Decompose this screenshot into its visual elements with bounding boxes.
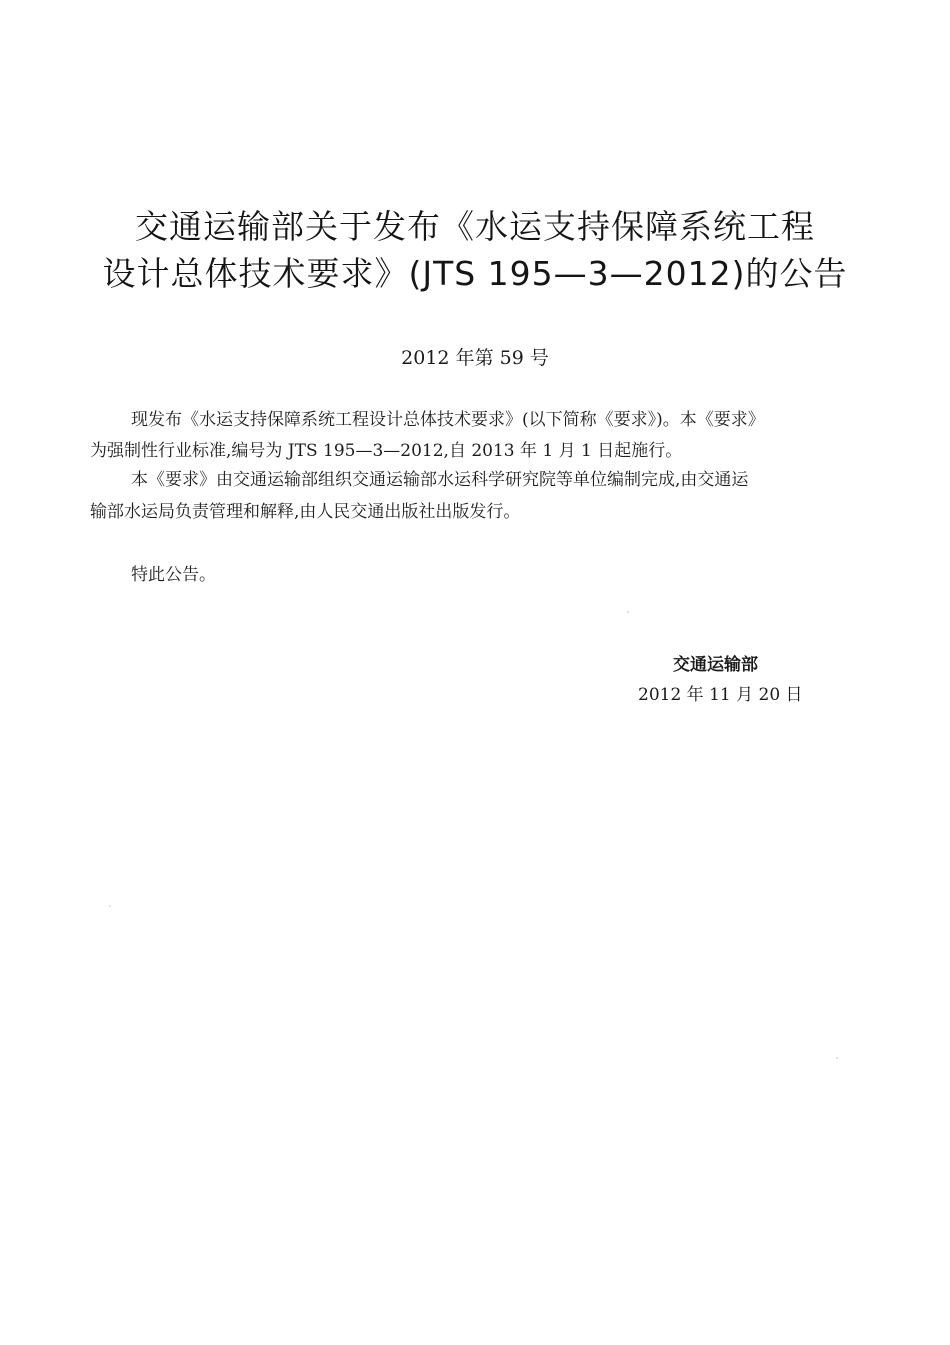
announcement-title-line-2: 设计总体技术要求》(JTS 195—3—2012)的公告 bbox=[102, 254, 848, 293]
signature-date: 2012 年 11 月 20 日 bbox=[638, 685, 803, 705]
scan-speck bbox=[836, 1057, 838, 1059]
closing-statement: 特此公告。 bbox=[131, 565, 216, 585]
scan-speck bbox=[109, 905, 111, 907]
scan-speck bbox=[627, 611, 629, 613]
announcement-title-line-1: 交通运输部关于发布《水运支持保障系统工程 bbox=[135, 207, 815, 246]
body-paragraph-1-line-1: 现发布《水运支持保障系统工程设计总体技术要求》(以下简称《要求》)。本《要求》 bbox=[131, 410, 765, 430]
document-number: 2012 年第 59 号 bbox=[401, 347, 549, 369]
body-paragraph-1-line-2: 为强制性行业标准,编号为 JTS 195—3—2012,自 2013 年 1 月 1 日起施行。 bbox=[90, 441, 683, 461]
signature-organization: 交通运输部 bbox=[673, 655, 758, 675]
body-paragraph-2-line-1: 本《要求》由交通运输部组织交通运输部水运科学研究院等单位编制完成,由交通运 bbox=[131, 470, 749, 490]
body-paragraph-2-line-2: 输部水运局负责管理和解释,由人民交通出版社出版发行。 bbox=[90, 502, 521, 522]
